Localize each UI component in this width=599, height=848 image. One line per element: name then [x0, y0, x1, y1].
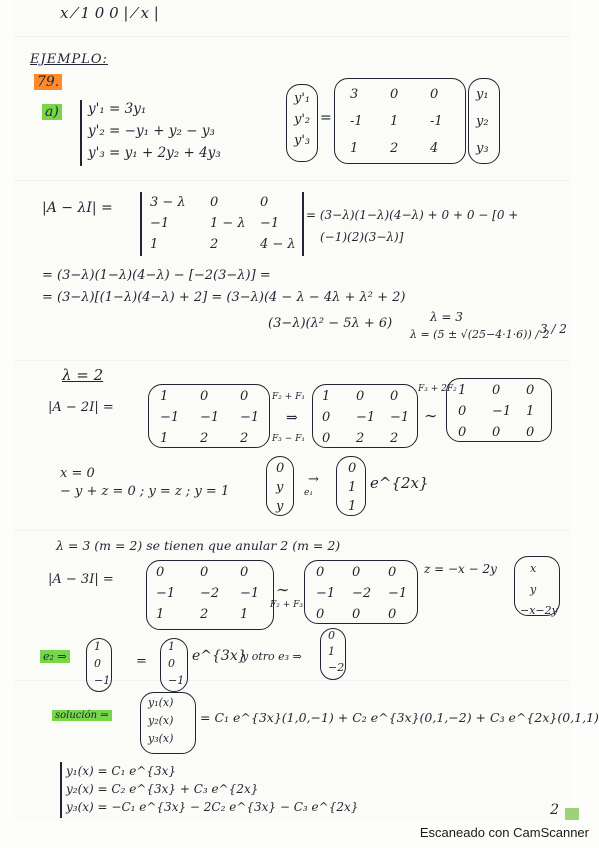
lambda2-matrix-c	[458, 380, 534, 443]
cell: 4 − λ	[260, 237, 296, 252]
corner-highlight	[565, 808, 579, 820]
cell: −1	[492, 404, 512, 419]
lambda2-det-label: |A − 2I| =	[48, 400, 114, 415]
system-brace	[80, 100, 82, 166]
det-matrix	[150, 192, 296, 255]
lhs-entry: y'₃	[294, 133, 311, 148]
solution-label	[52, 710, 112, 721]
cell: 2	[390, 141, 399, 156]
tilde-equiv: ∼	[424, 406, 438, 425]
roots-values: 3 / 2	[540, 322, 567, 336]
page-number: 2	[550, 802, 559, 818]
rule-line	[14, 36, 570, 37]
gen-entry: 0	[276, 461, 285, 476]
cell: 0	[322, 431, 331, 446]
final-eq-1: y₁(x) = C₁ e^{3x}	[66, 764, 177, 778]
det-expansion-2: (−1)(2)(3−λ)]	[320, 230, 404, 244]
final-eq-2: y₂(x) = C₂ e^{3x} + C₃ e^{2x}	[66, 782, 259, 796]
l2-row	[160, 428, 259, 449]
rhs-vector	[476, 84, 489, 159]
vec-entry: −1	[94, 674, 111, 687]
lambda2-title: λ = 2	[62, 366, 104, 384]
vec-entry: 1	[94, 640, 101, 653]
e2-vector	[94, 638, 110, 689]
vec-entry: 0	[94, 657, 101, 670]
l2b-row	[322, 407, 409, 428]
cell: −1	[260, 216, 280, 231]
vec-entry: 1	[348, 499, 357, 514]
poly-line-1: = (3−λ)(1−λ)(4−λ) − [−2(3−λ)] =	[42, 268, 271, 283]
coef-row	[350, 138, 443, 159]
cell: −2	[352, 586, 372, 601]
final-brace	[60, 762, 62, 818]
vec-entry: −1	[168, 674, 185, 687]
cell: −1	[356, 410, 376, 425]
det-row	[150, 234, 296, 255]
cell: 0	[492, 425, 501, 440]
cell: −1	[200, 410, 220, 425]
cell: 0	[322, 410, 331, 425]
lambda3-matrix	[156, 562, 259, 625]
exercise-number-text: 79.	[34, 74, 62, 90]
cell: 0	[316, 607, 325, 622]
l2b-row	[322, 428, 409, 449]
equals-sign-2: =	[136, 654, 147, 669]
e2-exp: e^{3x}	[192, 648, 247, 664]
cell: 2	[390, 431, 399, 446]
lambda2-gen-vector	[276, 458, 284, 517]
cell: −1	[316, 586, 336, 601]
cell: −1	[156, 586, 176, 601]
exercise-number	[34, 74, 62, 90]
lambda2-op-2: F₃ − F₁	[272, 434, 305, 444]
poly-line-2: = (3−λ)[(1−λ)(4−λ) + 2] = (3−λ)(4 − λ − 4λ + λ² + 2)	[42, 290, 406, 305]
lambda2-eq-2: − y + z = 0 ; y = z ; y = 1	[60, 484, 230, 499]
cell: 0	[390, 87, 399, 102]
gen-entry: y	[276, 499, 284, 514]
lambda2-exp: e^{2x}	[370, 474, 429, 492]
vec-entry: 1	[328, 645, 335, 658]
vec-entry: 1	[168, 640, 175, 653]
final-solutions	[66, 762, 358, 816]
det-bar-right	[302, 192, 304, 256]
lambda3-eq: z = −x − 2y	[424, 562, 497, 576]
e2-vector-repeat	[168, 638, 184, 689]
l3-row	[156, 562, 259, 583]
coef-row	[350, 111, 443, 132]
gen-entry: y	[530, 583, 537, 596]
lambda3-matrix-b	[316, 562, 407, 625]
cell: 0	[240, 389, 249, 404]
poly-line-3: (3−λ)(λ² − 5λ + 6)	[268, 316, 393, 331]
lambda3-det-label: |A − 3I| =	[48, 572, 114, 587]
cell: 0	[388, 607, 397, 622]
lambda3-title: λ = 3 (m = 2) se tienen que anular 2 (m = 2)	[56, 538, 341, 553]
cell: 2	[210, 237, 219, 252]
part-label	[42, 104, 62, 120]
det-bar-left	[140, 192, 142, 256]
cell: 2	[356, 431, 365, 446]
cell: 0	[352, 607, 361, 622]
e2-label-text: e₂ ⇒	[40, 650, 70, 663]
cell: 2	[240, 431, 249, 446]
cell: 1	[458, 383, 467, 398]
gen-entry: x	[530, 562, 537, 575]
cell: 0	[210, 195, 219, 210]
rhs-entry: y₂	[476, 114, 489, 129]
vec-entry: 0	[328, 629, 335, 642]
lhs-vector	[294, 88, 310, 151]
scanner-footer: Escaneado con CamScanner	[419, 825, 589, 840]
l2-row	[160, 386, 259, 407]
ode-eq-1: y'₁ = 3y₁	[88, 101, 147, 117]
l2-row	[160, 407, 259, 428]
cell: 3 − λ	[150, 195, 186, 210]
cell: 1	[160, 389, 169, 404]
vec-entry: −2	[328, 661, 345, 674]
maps-arrow: →	[308, 472, 319, 487]
vec-entry: 1	[348, 480, 357, 495]
cell: 1	[240, 607, 249, 622]
cell: 4	[430, 141, 439, 156]
cell: 1	[322, 389, 331, 404]
cell: 0	[200, 389, 209, 404]
cell: 1	[156, 607, 165, 622]
e2-label	[40, 650, 70, 663]
gen-entry: y	[276, 480, 284, 495]
cell: 2	[200, 607, 209, 622]
l2c-row	[458, 380, 534, 401]
lhs-entry: y'₁	[294, 91, 311, 106]
cell: 0	[240, 565, 249, 580]
vec-entry: 0	[348, 461, 357, 476]
lambda2-eq-1: x = 0	[60, 466, 95, 481]
roots-1: λ = 3	[430, 310, 463, 324]
e3-vector	[328, 628, 344, 676]
lambda2-op-1: F₂ + F₁	[272, 392, 305, 402]
solution-label-text: solución ⇒	[52, 710, 112, 721]
cell: −1	[390, 410, 410, 425]
cell: 3	[350, 87, 359, 102]
coef-row	[350, 84, 443, 105]
cell: -1	[430, 114, 443, 129]
cell: 0	[526, 425, 535, 440]
cell: 0	[388, 565, 397, 580]
l3b-row	[316, 583, 407, 604]
cell: 1	[350, 141, 359, 156]
lambda3-op: F₂ + F₃	[270, 600, 303, 610]
lambda2-matrix	[160, 386, 259, 449]
ode-system	[88, 98, 221, 164]
cell: 0	[200, 565, 209, 580]
cell: 1 − λ	[210, 216, 246, 231]
ode-eq-3: y'₃ = y₁ + 2y₂ + 4y₃	[88, 145, 221, 161]
l3-row	[156, 583, 259, 604]
cell: 0	[356, 389, 365, 404]
cell: 0	[316, 565, 325, 580]
cell: 0	[492, 383, 501, 398]
det-row	[150, 213, 296, 234]
lambda2-e1-label: e₁	[304, 488, 313, 498]
sol-entry: y₁(x)	[148, 696, 174, 709]
cell: 1	[526, 404, 535, 419]
header-fragment: x ⁄ 1 0 0 | ⁄ x |	[60, 4, 159, 22]
solution-rhs: = C₁ e^{3x}(1,0,−1) + C₂ e^{3x}(0,1,−2) + C₃ e^{2x}(0,1,1)	[200, 710, 599, 725]
cell: -1	[350, 114, 363, 129]
lambda3-gen-vector	[520, 558, 558, 621]
cell: 0	[390, 389, 399, 404]
roots-2: λ = (5 ± √(25−4·1·6)) / 2	[410, 328, 550, 341]
det-row	[150, 192, 296, 213]
l2c-row	[458, 401, 534, 422]
cell: −1	[388, 586, 408, 601]
cell: −1	[240, 410, 260, 425]
cell: −1	[160, 410, 180, 425]
lhs-entry: y'₂	[294, 112, 311, 127]
gen-entry: −x−2y	[520, 604, 558, 617]
cell: 0	[526, 383, 535, 398]
implies-arrow: ⇒	[286, 410, 298, 426]
cell: 2	[200, 431, 209, 446]
cell: 0	[458, 404, 467, 419]
vec-entry: 0	[168, 657, 175, 670]
solution-lhs	[148, 694, 173, 748]
cell: 1	[150, 237, 159, 252]
cell: 0	[260, 195, 269, 210]
rhs-entry: y₁	[476, 87, 489, 102]
sol-entry: y₂(x)	[148, 714, 174, 727]
final-eq-3: y₃(x) = −C₁ e^{3x} − 2C₂ e^{3x} − C₃ e^{2x}	[66, 800, 359, 814]
lambda2-op-3: F₃ + 2F₂	[418, 384, 457, 394]
l2b-row	[322, 386, 409, 407]
ode-eq-2: y'₂ = −y₁ + y₂ − y₃	[88, 123, 215, 139]
det-expansion-1: = (3−λ)(1−λ)(4−λ) + 0 + 0 − [0 +	[306, 208, 519, 222]
equals-sign: =	[320, 110, 332, 126]
other-label: y otro e₃ ⇒	[242, 650, 302, 663]
coef-matrix	[350, 84, 443, 159]
cell: 1	[390, 114, 399, 129]
cell: −1	[150, 216, 170, 231]
l2c-row	[458, 422, 534, 443]
cell: −1	[240, 586, 260, 601]
cell: −2	[200, 586, 220, 601]
l3b-row	[316, 562, 407, 583]
rhs-entry: y₃	[476, 141, 489, 156]
cell: 1	[160, 431, 169, 446]
cell: 0	[352, 565, 361, 580]
lambda2-matrix-b	[322, 386, 409, 449]
sol-entry: y₃(x)	[148, 732, 174, 745]
l3-row	[156, 604, 259, 625]
section-label: EJEMPLO:	[30, 52, 108, 67]
cell: 0	[430, 87, 439, 102]
rule-line	[14, 180, 570, 181]
part-label-text: a)	[42, 104, 62, 120]
lambda2-vector	[348, 458, 356, 517]
rule-line	[14, 360, 570, 361]
det-label: |A − λI| =	[42, 200, 113, 216]
rule-line	[14, 530, 570, 531]
l3b-row	[316, 604, 407, 625]
cell: 0	[156, 565, 165, 580]
tilde-equiv-2: ∼	[276, 580, 290, 599]
cell: 0	[458, 425, 467, 440]
